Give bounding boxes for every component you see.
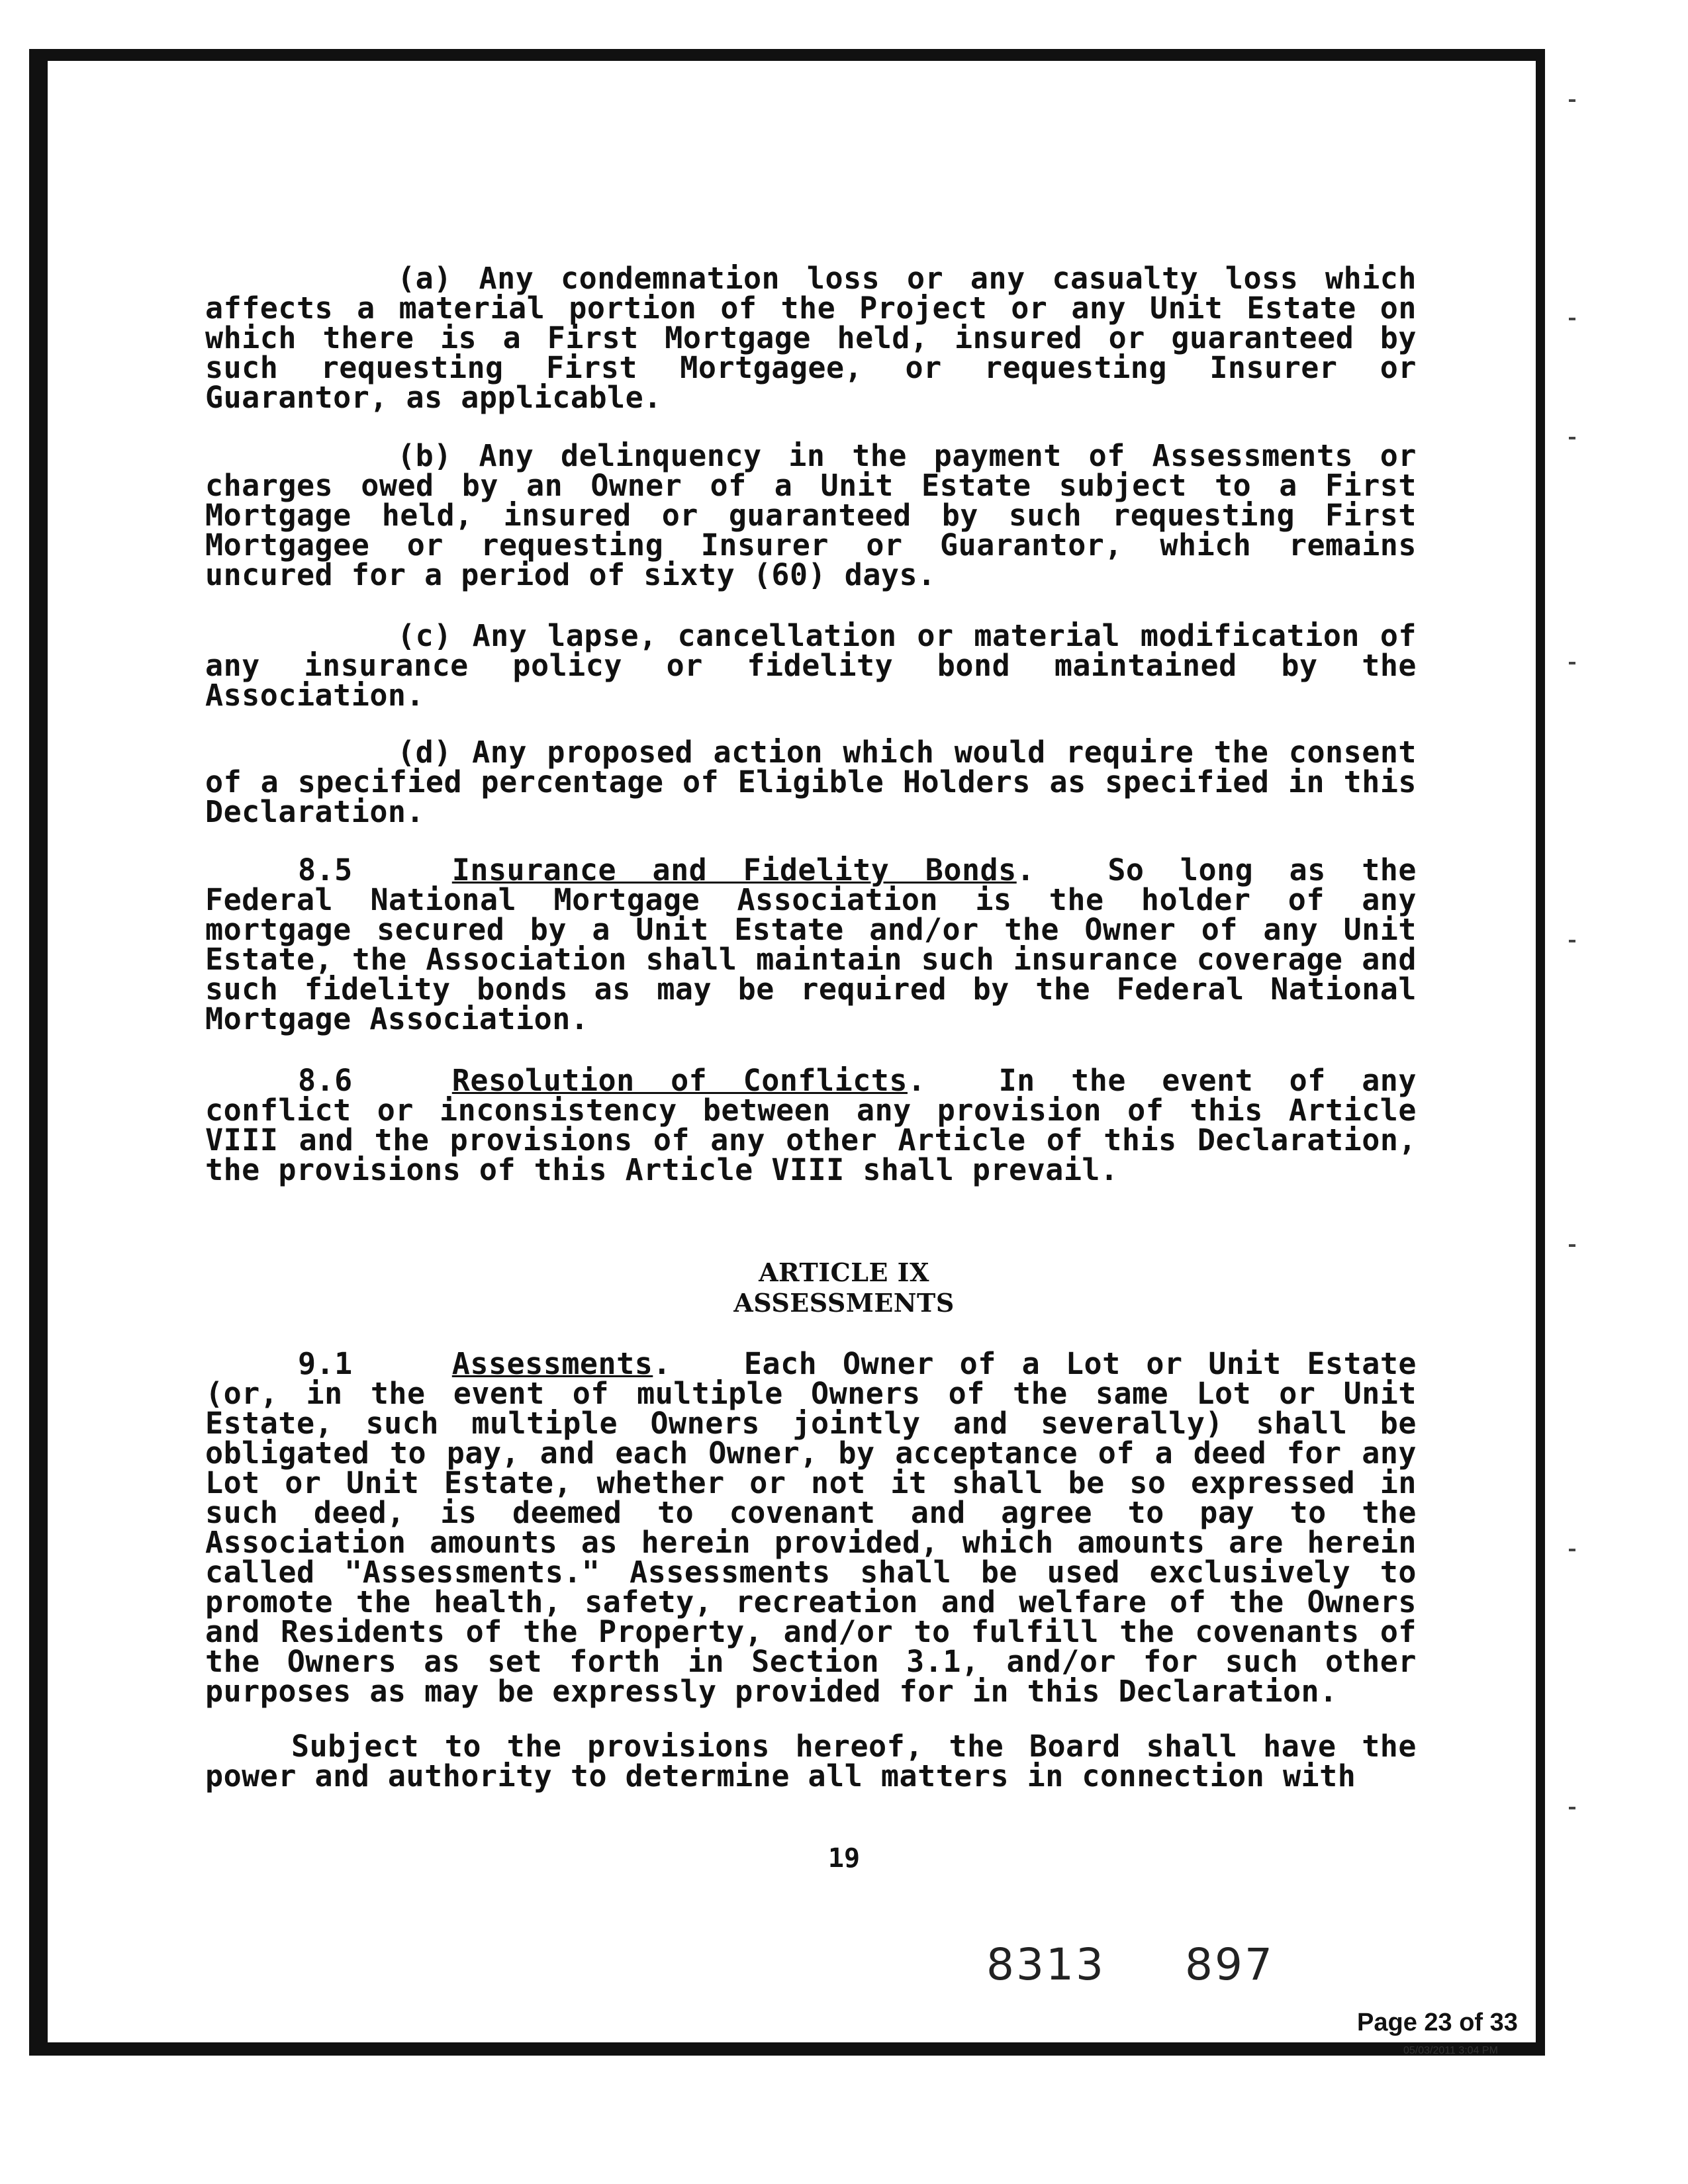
paragraph-b: (b) Any delinquency in the payment of Assessments or charges owed by an Owner of a Unit Estate subject to a First Mortgage held, insured or guaranteed by such requesting First Mortgagee or requesting Insurer or Guarantor, which remains uncured for a period of sixty (60) days. [205,438,1417,592]
page-number: 19 [827,1843,861,1874]
section-number: 9.1 [298,1346,353,1381]
section-heading: Resolution of Conflicts [451,1063,908,1098]
paragraph-a: (a) Any condemnation loss or any casualty loss which affects a material portion of the Project or any Unit Estate on which there is a First Mortgage held, insured or guaranteed by such requesting First Mortgagee, or requesting Insurer or Guarantor, as applicable. [205,261,1417,415]
record-book: 8313 [986,1939,1105,1990]
section-9-1: 9.1 Assessments. Each Owner of a Lot or Unit Estate (or, in the event of multiple Owners of the same Lot or Unit Estate, such multiple Owners jointly and severally) shall be obligated to pay, and each Owner, by acceptance of a deed for any Lot or Unit Estate, whether or not it shall be so expressed in such deed, is deemed to covenant and agree to pay to the Association amounts as herein provided, which amounts are herein called "Assessments." Assessments shall be used exclusively to promote the health, safety, recreation and welfare of the Owners and Residents of the Property, and/or to fulfill the covenants of the Owners as set forth in Section 3.1, and/or for such other purposes as may be expressly provided for in this Declaration. [205,1346,1417,1709]
section-8-5: 8.5 Insurance and Fidelity Bonds. So long as the Federal National Mortgage Association is the holder of any mortgage secured by a Unit Estate and/or the Owner of any Unit Estate, the Association shall maintain such insurance coverage and such fidelity bonds as may be required by the Federal National Mortgage Association. [205,852,1417,1036]
record-page: 897 [1184,1939,1274,1990]
section-heading: Assessments [451,1346,653,1381]
section-body: In the event of any conflict or inconsistency between any provision of this Article VIII and the provisions of any other Article of this Declaration, the provisions of this Article VIII shall prevail. [205,1063,1417,1187]
section-number: 8.6 [298,1063,353,1098]
section-8-6: 8.6 Resolution of Conflicts. In the event of any conflict or inconsistency between any provision of this Article VIII and the provisions of any other Article of this Declaration, the provisions of this Article VIII shall prevail. [205,1063,1417,1187]
paragraph-d: (d) Any proposed action which would require the consent of a specified percentage of Eligible Holders as specified in this Declaration. [205,735,1417,829]
timestamp: 05/03/2011 3:04 PM [1403,2045,1498,2056]
record-number [986,1939,1274,1990]
section-heading: Insurance and Fidelity Bonds [451,852,1017,887]
page-of-indicator: Page 23 of 33 [1357,2009,1518,2036]
paragraph-c: (c) Any lapse, cancellation or material modification of any insurance policy or fidelity bond maintained by the Association. [205,618,1417,713]
scan-edge-marks [1569,66,1582,2052]
section-body: Each Owner of a Lot or Unit Estate (or, in the event of multiple Owners of the same Lot or Unit Estate, such multiple Owners jointly and severally) shall be obligated to pay, and each Owner, by acceptance of a deed for any Lot or Unit Estate, whether or not it shall be so expressed in such deed, is deemed to covenant and agree to pay to the Association amounts as herein provided, which amounts are herein called "Assessments." Assessments shall be used exclusively to promote the health, safety, recreation and welfare of the Owners and Residents of the Property, and/or to fulfill the covenants of the Owners as set forth in Section 3.1, and/or for such other purposes as may be expressly provided for in this Declaration. [205,1346,1417,1709]
closing-paragraph: Subject to the provisions hereof, the Board shall have the power and authority to determine all matters in connection with [205,1729,1417,1794]
section-body: So long as the Federal National Mortgage Association is the holder of any mortgage secured by a Unit Estate and/or the Owner of any Unit Estate, the Association shall maintain such insurance coverage and such fidelity bonds as may be required by the Federal National Mortgage Association. [205,852,1417,1036]
article-title: ASSESSMENTS [733,1288,955,1318]
article-number: ARTICLE IX [759,1257,929,1287]
section-number: 8.5 [298,852,353,887]
